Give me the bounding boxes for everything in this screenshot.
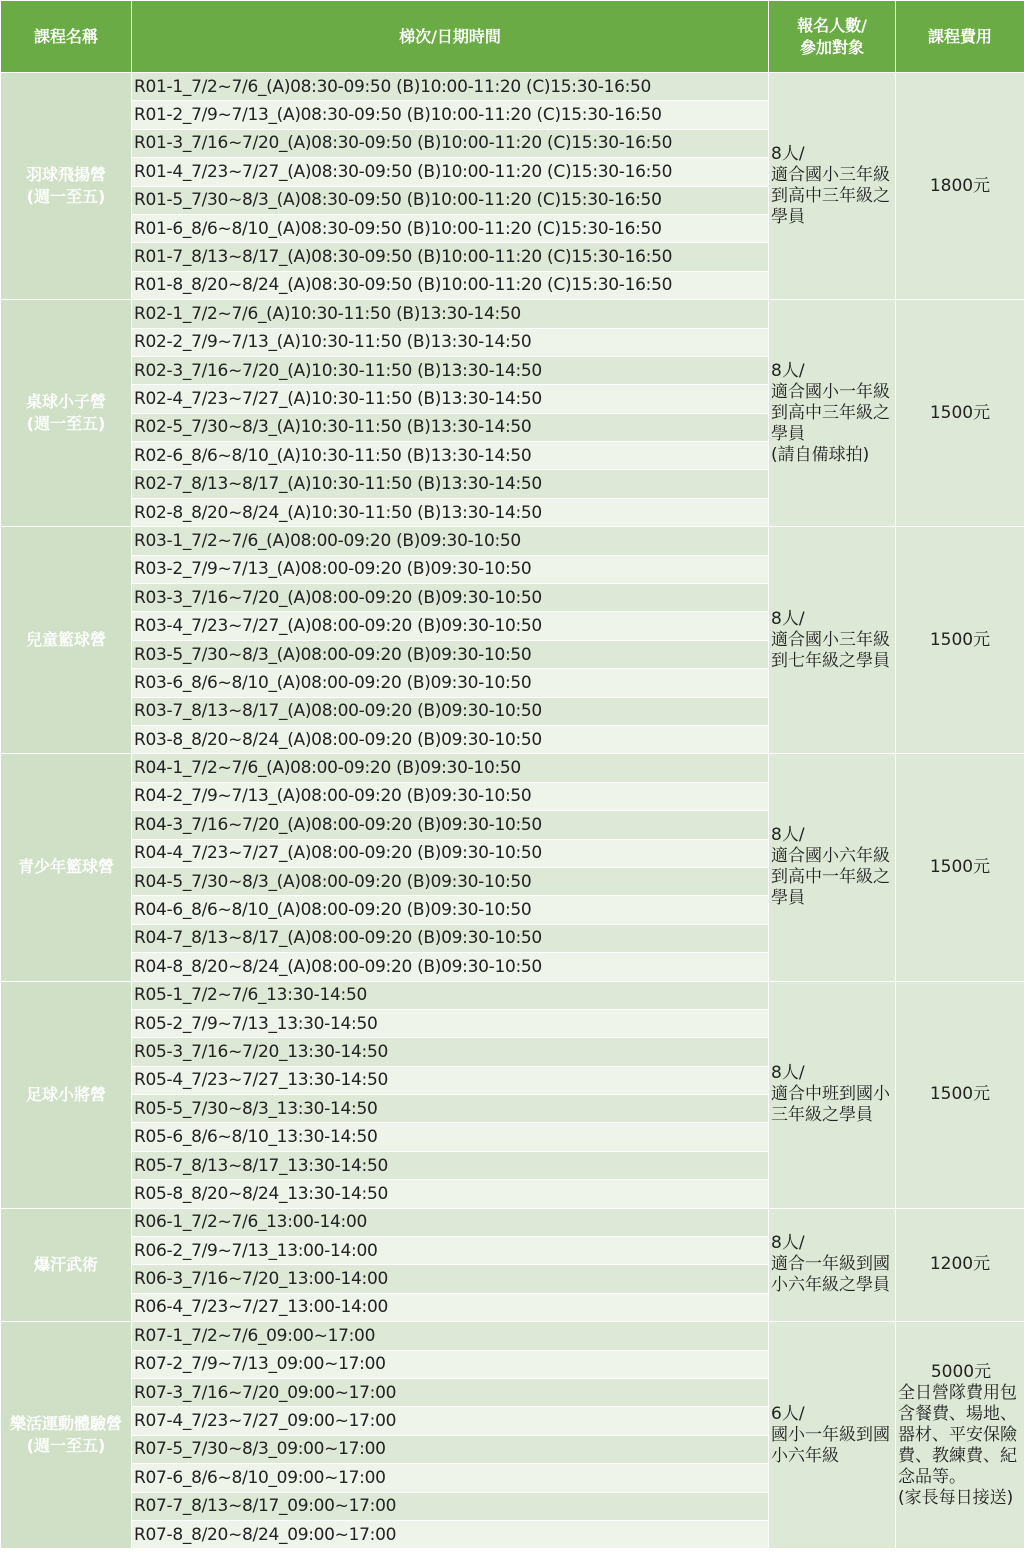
schedule-slot-cell: R03-6_8/6~8/10_(A)08:00-09:20 (B)09:30-10:50 — [132, 669, 769, 697]
schedule-slot-cell: R06-4_7/23~7/27_13:00-14:00 — [132, 1293, 769, 1321]
fee-amount: 1500元 — [929, 856, 991, 877]
target-cell: 8人/ 適合中班到國小三年級之學員 — [769, 981, 896, 1208]
table-row — [1, 73, 1024, 101]
target-cell: 8人/ 適合一年級到國小六年級之學員 — [769, 1208, 896, 1322]
target-cell: 8人/ 適合國小六年級到高中一年級之學員 — [769, 754, 896, 981]
schedule-slot-cell: R05-2_7/9~7/13_13:30-14:50 — [132, 1009, 769, 1037]
fee-cell — [896, 73, 1024, 300]
schedule-slot-cell: R03-8_8/20~8/24_(A)08:00-09:20 (B)09:30-10:50 — [132, 725, 769, 753]
fee-cell — [896, 754, 1024, 981]
schedule-slot-cell: R06-1_7/2~7/6_13:00-14:00 — [132, 1208, 769, 1236]
schedule-slot-cell: R04-5_7/30~8/3_(A)08:00-09:20 (B)09:30-10:50 — [132, 867, 769, 895]
schedule-slot-cell: R03-2_7/9~7/13_(A)08:00-09:20 (B)09:30-10:50 — [132, 555, 769, 583]
course-name-cell: 兒童籃球營 — [1, 527, 132, 754]
header-schedule: 梯次/日期時間 — [132, 1, 769, 73]
schedule-slot-cell: R04-3_7/16~7/20_(A)08:00-09:20 (B)09:30-10:50 — [132, 811, 769, 839]
table-row — [1, 300, 1024, 328]
schedule-slot-cell: R07-5_7/30~8/3_09:00~17:00 — [132, 1435, 769, 1463]
course-name-cell: 羽球飛揚營 (週一至五) — [1, 73, 132, 300]
course-name-cell: 樂活運動體驗營 (週一至五) — [1, 1322, 132, 1549]
schedule-slot-cell: R05-5_7/30~8/3_13:30-14:50 — [132, 1095, 769, 1123]
header-target: 報名人數/ 參加對象 — [769, 1, 896, 73]
fee-amount: 1200元 — [929, 1254, 991, 1275]
fee-amount: 5000元 — [930, 1361, 992, 1382]
fee-amount: 1800元 — [929, 175, 991, 196]
schedule-slot-cell: R06-3_7/16~7/20_13:00-14:00 — [132, 1265, 769, 1293]
table-row — [1, 1208, 1024, 1236]
fee-cell — [896, 1208, 1024, 1322]
schedule-slot-cell: R07-2_7/9~7/13_09:00~17:00 — [132, 1350, 769, 1378]
schedule-slot-cell: R07-7_8/13~8/17_09:00~17:00 — [132, 1492, 769, 1520]
course-name-cell: 青少年籃球營 — [1, 754, 132, 981]
schedule-slot-cell: R01-7_8/13~8/17_(A)08:30-09:50 (B)10:00-11:20 (C)15:30-16:50 — [132, 243, 769, 271]
schedule-slot-cell: R07-1_7/2~7/6_09:00~17:00 — [132, 1322, 769, 1350]
schedule-slot-cell: R04-8_8/20~8/24_(A)08:00-09:20 (B)09:30-10:50 — [132, 953, 769, 981]
table-body — [1, 73, 1024, 1549]
schedule-slot-cell: R03-4_7/23~7/27_(A)08:00-09:20 (B)09:30-10:50 — [132, 612, 769, 640]
schedule-slot-cell: R03-3_7/16~7/20_(A)08:00-09:20 (B)09:30-10:50 — [132, 584, 769, 612]
schedule-slot-cell: R01-8_8/20~8/24_(A)08:30-09:50 (B)10:00-11:20 (C)15:30-16:50 — [132, 271, 769, 299]
schedule-slot-cell: R05-8_8/20~8/24_13:30-14:50 — [132, 1180, 769, 1208]
schedule-slot-cell: R02-1_7/2~7/6_(A)10:30-11:50 (B)13:30-14:50 — [132, 300, 769, 328]
target-cell: 8人/ 適合國小一年級到高中三年級之學員 (請自備球拍) — [769, 300, 896, 527]
target-cell: 6人/ 國小一年級到國小六年級 — [769, 1322, 896, 1549]
fee-amount: 1500元 — [929, 629, 991, 650]
schedule-slot-cell: R02-7_8/13~8/17_(A)10:30-11:50 (B)13:30-14:50 — [132, 470, 769, 498]
schedule-slot-cell: R05-1_7/2~7/6_13:30-14:50 — [132, 981, 769, 1009]
schedule-slot-cell: R01-4_7/23~7/27_(A)08:30-09:50 (B)10:00-11:20 (C)15:30-16:50 — [132, 158, 769, 186]
schedule-slot-cell: R01-2_7/9~7/13_(A)08:30-09:50 (B)10:00-11:20 (C)15:30-16:50 — [132, 101, 769, 129]
header-fee: 課程費用 — [896, 1, 1024, 73]
fee-amount: 1500元 — [929, 1084, 991, 1105]
schedule-slot-cell: R04-7_8/13~8/17_(A)08:00-09:20 (B)09:30-10:50 — [132, 924, 769, 952]
schedule-slot-cell: R05-3_7/16~7/20_13:30-14:50 — [132, 1038, 769, 1066]
table-row — [1, 981, 1024, 1009]
schedule-slot-cell: R07-4_7/23~7/27_09:00~17:00 — [132, 1407, 769, 1435]
schedule-slot-cell: R01-5_7/30~8/3_(A)08:30-09:50 (B)10:00-11:20 (C)15:30-16:50 — [132, 186, 769, 214]
schedule-slot-cell: R01-1_7/2~7/6_(A)08:30-09:50 (B)10:00-11:20 (C)15:30-16:50 — [132, 73, 769, 101]
schedule-slot-cell: R02-6_8/6~8/10_(A)10:30-11:50 (B)13:30-14:50 — [132, 442, 769, 470]
fee-amount: 1500元 — [929, 402, 991, 423]
table-row — [1, 1322, 1024, 1350]
schedule-slot-cell: R05-7_8/13~8/17_13:30-14:50 — [132, 1151, 769, 1179]
schedule-slot-cell: R02-4_7/23~7/27_(A)10:30-11:50 (B)13:30-14:50 — [132, 385, 769, 413]
schedule-slot-cell: R04-1_7/2~7/6_(A)08:00-09:20 (B)09:30-10:50 — [132, 754, 769, 782]
fee-cell — [896, 1322, 1024, 1549]
schedule-slot-cell: R06-2_7/9~7/13_13:00-14:00 — [132, 1237, 769, 1265]
table-header-row — [1, 1, 1024, 73]
schedule-slot-cell: R02-8_8/20~8/24_(A)10:30-11:50 (B)13:30-14:50 — [132, 498, 769, 526]
fee-note: 全日營隊費用包含餐費、場地、器材、平安保險費、教練費、紀念品等。 (家長每日接送) — [898, 1382, 1017, 1508]
fee-cell — [896, 300, 1024, 527]
schedule-slot-cell: R07-3_7/16~7/20_09:00~17:00 — [132, 1378, 769, 1406]
table-row — [1, 754, 1024, 782]
schedule-slot-cell: R03-5_7/30~8/3_(A)08:00-09:20 (B)09:30-10:50 — [132, 640, 769, 668]
schedule-slot-cell: R05-4_7/23~7/27_13:30-14:50 — [132, 1066, 769, 1094]
schedule-slot-cell: R07-8_8/20~8/24_09:00~17:00 — [132, 1520, 769, 1548]
course-name-cell: 爆汗武術 — [1, 1208, 132, 1322]
schedule-slot-cell: R04-2_7/9~7/13_(A)08:00-09:20 (B)09:30-10:50 — [132, 782, 769, 810]
fee-cell — [896, 981, 1024, 1208]
table-row — [1, 527, 1024, 555]
fee-cell — [896, 527, 1024, 754]
target-cell: 8人/ 適合國小三年級到七年級之學員 — [769, 527, 896, 754]
target-cell: 8人/ 適合國小三年級到高中三年級之學員 — [769, 73, 896, 300]
schedule-slot-cell: R02-2_7/9~7/13_(A)10:30-11:50 (B)13:30-14:50 — [132, 328, 769, 356]
header-course-name: 課程名稱 — [1, 1, 132, 73]
course-name-cell: 足球小將營 — [1, 981, 132, 1208]
schedule-slot-cell: R02-3_7/16~7/20_(A)10:30-11:50 (B)13:30-14:50 — [132, 356, 769, 384]
schedule-slot-cell: R07-6_8/6~8/10_09:00~17:00 — [132, 1464, 769, 1492]
schedule-slot-cell: R03-1_7/2~7/6_(A)08:00-09:20 (B)09:30-10:50 — [132, 527, 769, 555]
schedule-slot-cell: R05-6_8/6~8/10_13:30-14:50 — [132, 1123, 769, 1151]
course-name-cell: 桌球小子營 (週一至五) — [1, 300, 132, 527]
schedule-slot-cell: R01-3_7/16~7/20_(A)08:30-09:50 (B)10:00-11:20 (C)15:30-16:50 — [132, 129, 769, 157]
schedule-slot-cell: R01-6_8/6~8/10_(A)08:30-09:50 (B)10:00-11:20 (C)15:30-16:50 — [132, 214, 769, 242]
schedule-slot-cell: R03-7_8/13~8/17_(A)08:00-09:20 (B)09:30-10:50 — [132, 697, 769, 725]
schedule-slot-cell: R02-5_7/30~8/3_(A)10:30-11:50 (B)13:30-14:50 — [132, 413, 769, 441]
schedule-slot-cell: R04-4_7/23~7/27_(A)08:00-09:20 (B)09:30-10:50 — [132, 839, 769, 867]
schedule-slot-cell: R04-6_8/6~8/10_(A)08:00-09:20 (B)09:30-10:50 — [132, 896, 769, 924]
